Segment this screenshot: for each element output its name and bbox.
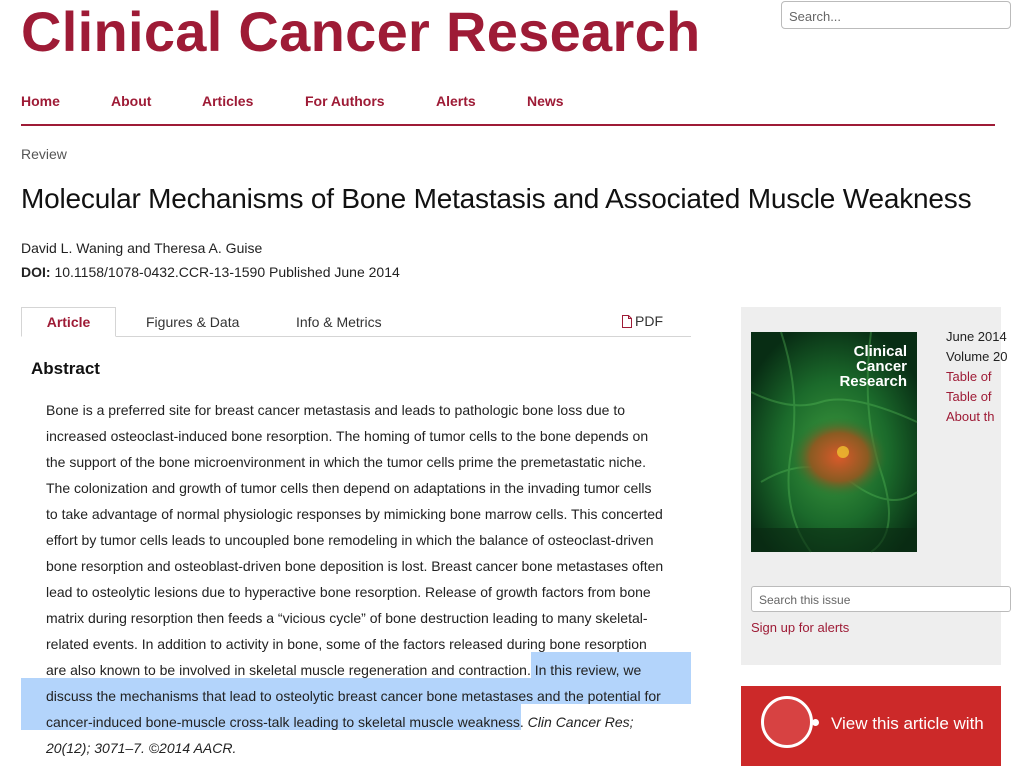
tab-article[interactable]: Article bbox=[21, 307, 116, 337]
nav-for-authors[interactable]: For Authors bbox=[305, 93, 385, 109]
nav-about[interactable]: About bbox=[111, 93, 152, 109]
nav-home[interactable]: Home bbox=[21, 93, 60, 109]
abstract-line: lead to osteolytic lesions due to hyperactive bone resorption. Release of growth factors from bone bbox=[46, 584, 651, 600]
article-type-label: Review bbox=[21, 146, 67, 162]
about-cover-link[interactable]: About th bbox=[946, 409, 995, 424]
cover-title bbox=[839, 344, 907, 389]
nav-news[interactable]: News bbox=[527, 93, 564, 109]
article-title: Molecular Mechanisms of Bone Metastasis and Associated Muscle Weakness bbox=[21, 183, 972, 214]
abstract-text: are also known to be involved in skeletal muscle regeneration and contraction. bbox=[46, 662, 531, 678]
doi-label: DOI: bbox=[21, 264, 51, 280]
journal-cover-image[interactable] bbox=[751, 332, 917, 552]
sign-up-alerts-link[interactable]: Sign up for alerts bbox=[751, 620, 850, 635]
cover-title-line: Research bbox=[839, 373, 907, 390]
abstract-selected-text: In this review, we bbox=[530, 662, 642, 678]
journal-logo[interactable]: Clinical Cancer Research bbox=[21, 0, 701, 63]
tab-underline bbox=[21, 336, 691, 337]
abstract-selected-text: discuss the mechanisms that lead to osteolytic breast cancer bone metastases and the potential for bbox=[46, 688, 661, 704]
doi-line bbox=[21, 264, 400, 280]
table-of-contents-link[interactable]: Table of bbox=[946, 389, 992, 404]
abstract-line bbox=[46, 657, 686, 683]
citation-text: 20(12); 3071–7. ©2014 AACR. bbox=[46, 740, 237, 756]
cover-title-line: Cancer bbox=[856, 358, 907, 375]
abstract-line bbox=[46, 683, 686, 709]
site-search[interactable] bbox=[781, 1, 1011, 29]
abstract-selected-text: cancer-induced bone-muscle cross-talk leading to skeletal muscle weakness. bbox=[46, 714, 524, 730]
abstract-line: to take advantage of normal physiologic responses by mimicking bone marrow cells. This concerted bbox=[46, 506, 663, 522]
doi-value[interactable]: 10.1158/1078-0432.CCR-13-1590 Published June 2014 bbox=[54, 264, 400, 280]
site-search-input[interactable] bbox=[787, 3, 991, 29]
abstract-line: Bone is a preferred site for breast cancer metastasis and leads to pathologic bone loss due to bbox=[46, 402, 626, 418]
tab-info-metrics[interactable]: Info & Metrics bbox=[296, 314, 382, 330]
abstract-line: increased osteoclast-induced bone resorption. The homing of tumor cells to the bone depends on bbox=[46, 428, 649, 444]
table-of-contents-link[interactable]: Table of bbox=[946, 369, 992, 384]
tab-pdf-label: PDF bbox=[635, 313, 663, 329]
dot-icon bbox=[812, 719, 819, 726]
document-icon bbox=[622, 315, 632, 328]
abstract-line: related events. In addition to activity in bone, some of the factors released during bone resorption bbox=[46, 636, 647, 652]
view-article-banner[interactable] bbox=[741, 686, 1001, 766]
abstract-line: The colonization and growth of tumor cells then depend on adaptations in the invading tumor cells bbox=[46, 480, 652, 496]
abstract-line: effort by tumor cells leads to uncoupled bone remodeling in which the balance of osteoclast-driven bbox=[46, 532, 654, 548]
abstract-line: matrix during resorption then feeds a “vicious cycle” of bone destruction leading to many skeletal- bbox=[46, 610, 648, 626]
abstract-heading: Abstract bbox=[31, 359, 100, 378]
nav-divider bbox=[21, 124, 995, 126]
article-authors[interactable]: David L. Waning and Theresa A. Guise bbox=[21, 240, 263, 256]
tab-figures-data[interactable]: Figures & Data bbox=[146, 314, 240, 330]
abstract-body bbox=[46, 397, 686, 761]
citation-text: Clin Cancer Res; bbox=[523, 714, 634, 730]
issue-search-input[interactable] bbox=[757, 588, 981, 612]
tab-pdf[interactable] bbox=[622, 313, 663, 329]
issue-date: June 2014 bbox=[946, 329, 1007, 344]
circle-icon bbox=[761, 696, 813, 748]
cover-title-line: Clinical bbox=[853, 343, 907, 360]
issue-volume: Volume 20 bbox=[946, 349, 1008, 364]
view-article-label: View this article with bbox=[831, 714, 984, 733]
issue-search[interactable] bbox=[751, 586, 1011, 612]
abstract-line bbox=[46, 709, 686, 735]
abstract-line: the support of the bone microenvironment in which the tumor cells prime the premetastatic niche. bbox=[46, 454, 646, 470]
abstract-line: bone resorption and osteoblast-driven bone deposition is lost. Breast cancer bone metastases often bbox=[46, 558, 664, 574]
nav-alerts[interactable]: Alerts bbox=[436, 93, 476, 109]
nav-articles[interactable]: Articles bbox=[202, 93, 254, 109]
